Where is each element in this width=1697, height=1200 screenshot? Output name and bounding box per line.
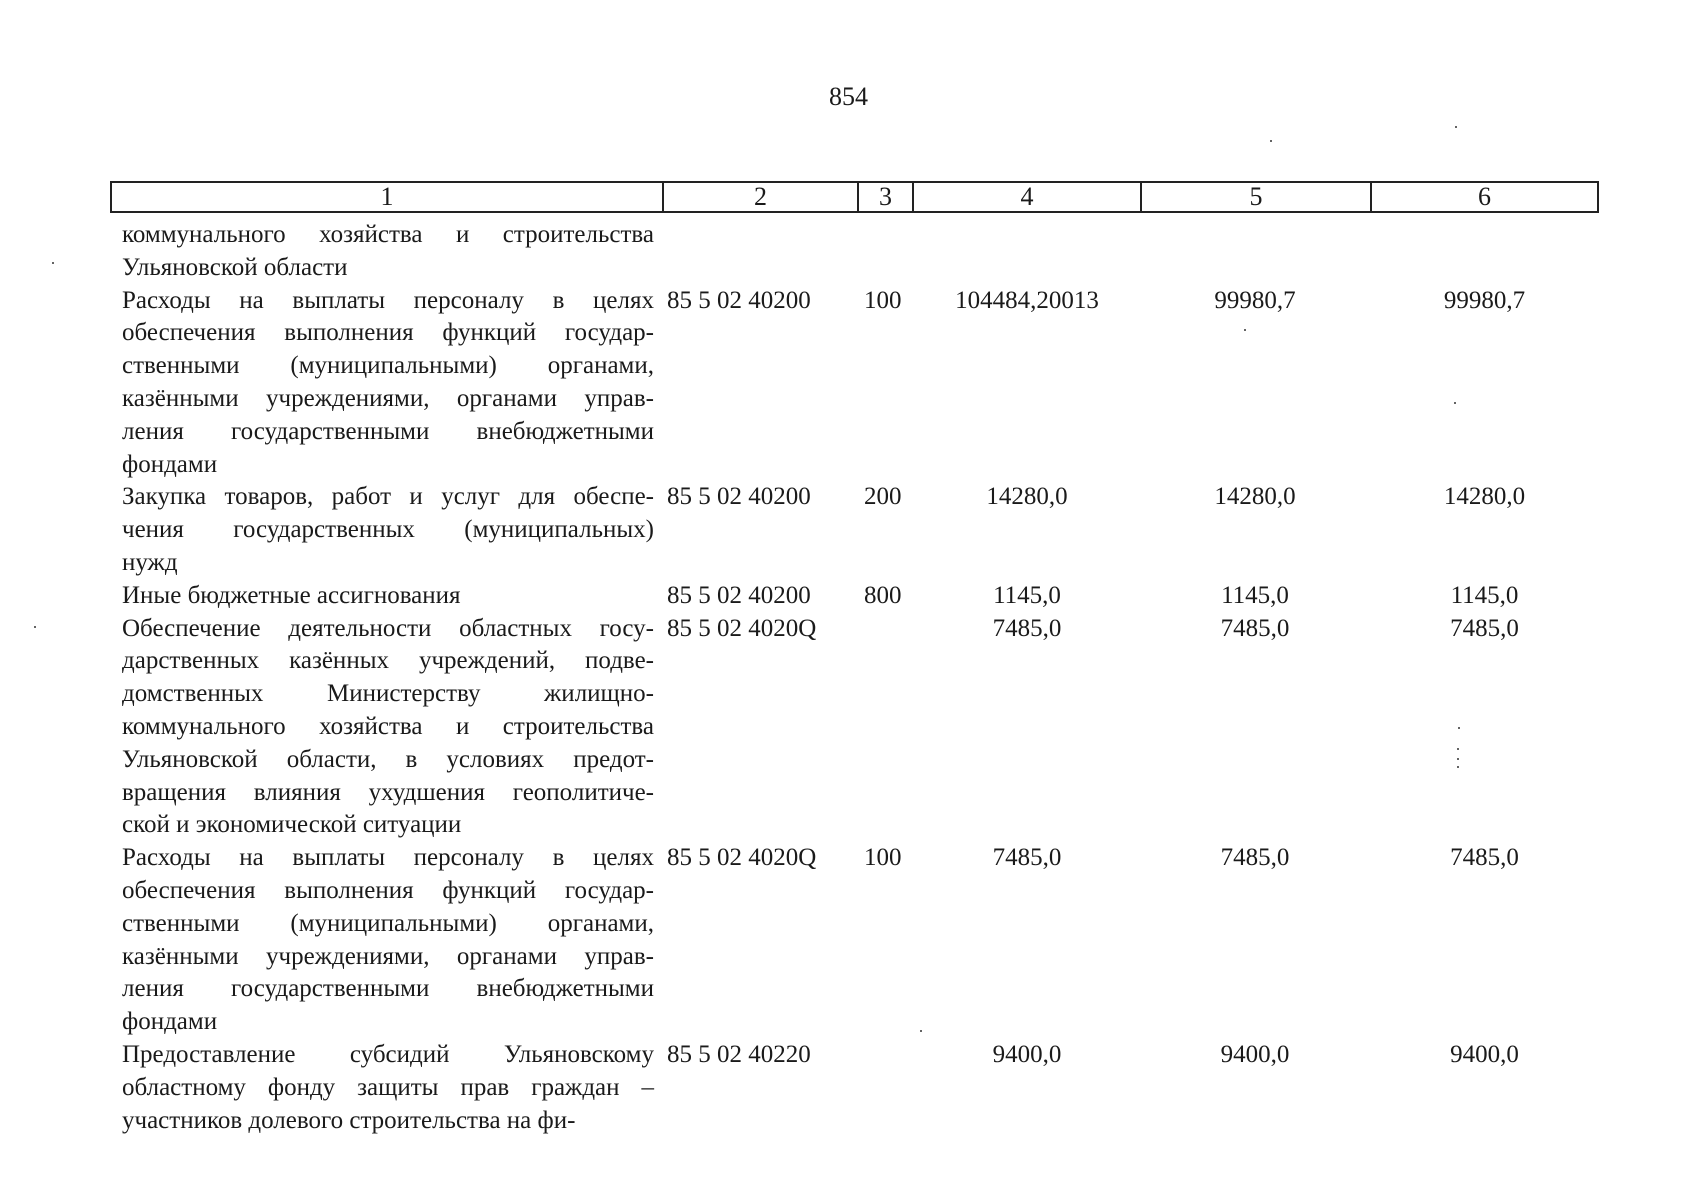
scan-speck	[1458, 727, 1460, 729]
row-type: 200	[864, 483, 902, 511]
description-line: ления государственными внебюджетными	[122, 417, 654, 445]
row-code: 85 5 02 4020Q	[667, 844, 817, 872]
table-row	[110, 613, 1599, 843]
table-row	[110, 481, 1599, 579]
description-line: Ульяновской области, в условиях предот-	[122, 745, 654, 773]
description-line: чения государственных (муниципальных)	[122, 516, 654, 544]
description-line: нужд	[122, 548, 178, 576]
description-line: Ульяновской области	[122, 253, 348, 281]
scan-speck	[52, 262, 54, 264]
page-number: 854	[829, 82, 868, 111]
row-value-5: 7485,0	[1220, 844, 1290, 872]
row-value-5: 1145,0	[1221, 581, 1289, 609]
row-description	[110, 285, 654, 482]
scan-speck	[1270, 140, 1272, 142]
scan-speck	[34, 626, 36, 628]
description-line: Предоставление субсидий Ульяновскому	[122, 1040, 654, 1068]
description-line: коммунального хозяйства и строительства	[122, 712, 654, 740]
row-type: 100	[864, 286, 902, 314]
description-line: казёнными учреждениями, органами управ-	[122, 942, 654, 970]
description-line: коммунального хозяйства и строительства	[122, 221, 654, 248]
row-value-6: 9400,0	[1450, 1040, 1519, 1068]
row-description	[110, 219, 654, 285]
description-line: обеспечения выполнения функций государ-	[122, 319, 654, 347]
row-code: 85 5 02 40200	[667, 483, 811, 511]
row-value-4: 1145,0	[993, 581, 1061, 609]
description-line: Расходы на выплаты персоналу в целях	[122, 286, 654, 314]
row-description	[110, 481, 654, 579]
row-value-6: 99980,7	[1443, 286, 1526, 314]
row-value-5: 99980,7	[1214, 286, 1296, 314]
row-value-4: 7485,0	[992, 844, 1062, 872]
description-line: ской и экономической ситуации	[122, 811, 462, 839]
row-value-5: 7485,0	[1220, 614, 1290, 642]
description-line: Обеспечение деятельности областных госу-	[122, 614, 654, 642]
description-line: домственных Министерству жилищно-	[122, 680, 654, 708]
description-line: ления государственными внебюджетными	[122, 975, 654, 1003]
header-col-3: 3	[859, 183, 914, 211]
row-value-4: 9400,0	[992, 1040, 1062, 1068]
row-code: 85 5 02 40200	[667, 581, 811, 609]
scan-speck	[1457, 758, 1459, 760]
row-description	[110, 842, 654, 1039]
description-line: фондами	[122, 1008, 218, 1036]
description-line: ственными (муниципальными) органами,	[122, 909, 654, 937]
table-row	[110, 285, 1599, 482]
description-line: Иные бюджетные ассигнования	[122, 581, 461, 609]
description-line: фондами	[122, 450, 218, 478]
row-type: 800	[864, 581, 902, 609]
scan-speck	[1457, 748, 1459, 750]
row-value-5: 9400,0	[1220, 1040, 1290, 1068]
table-row	[110, 1039, 1599, 1137]
header-col-6: 6	[1478, 182, 1491, 211]
row-description	[110, 1039, 654, 1137]
description-line: Закупка товаров, работ и услуг для обеспе-	[122, 483, 654, 511]
description-line: вращения влияния ухудшения геополитиче-	[122, 778, 654, 806]
row-value-4: 104484,20013	[955, 286, 1099, 314]
row-code: 85 5 02 4020Q	[667, 614, 817, 642]
scan-speck	[1244, 329, 1246, 331]
header-col-1: 1	[112, 183, 664, 211]
header-col-2: 2	[664, 183, 859, 211]
header-col-5: 5	[1142, 183, 1372, 211]
row-value-4: 14280,0	[986, 483, 1068, 511]
row-value-6: 7485,0	[1450, 844, 1519, 872]
row-code: 85 5 02 40220	[667, 1040, 811, 1068]
scan-speck	[1457, 766, 1459, 768]
description-line: обеспечения выполнения функций государ-	[122, 876, 654, 904]
description-line: областному фонду защиты прав граждан –	[122, 1073, 654, 1101]
row-description	[110, 613, 654, 843]
header-col-4: 4	[914, 183, 1142, 211]
table-header	[110, 181, 1599, 213]
description-line: казёнными учреждениями, органами управ-	[122, 384, 654, 412]
row-value-4: 7485,0	[992, 614, 1062, 642]
description-line: Расходы на выплаты персоналу в целях	[122, 844, 654, 872]
row-value-5: 14280,0	[1214, 483, 1296, 511]
table-row	[110, 219, 1599, 285]
table-row	[110, 842, 1599, 1039]
row-description	[110, 580, 654, 613]
description-line: участников долевого строительства на фи-	[122, 1106, 576, 1134]
table-row	[110, 580, 1599, 613]
row-value-6: 7485,0	[1450, 614, 1519, 642]
table-body	[110, 219, 1599, 1137]
row-value-6: 1145,0	[1450, 581, 1519, 609]
row-type: 100	[864, 844, 902, 872]
scan-speck	[1455, 126, 1457, 128]
description-line: дарственных казённых учреждений, подве-	[122, 647, 654, 675]
scan-speck	[920, 1030, 922, 1032]
row-code: 85 5 02 40200	[667, 286, 811, 314]
row-value-6: 14280,0	[1443, 483, 1526, 511]
scan-speck	[1454, 402, 1456, 404]
description-line: ственными (муниципальными) органами,	[122, 352, 654, 380]
